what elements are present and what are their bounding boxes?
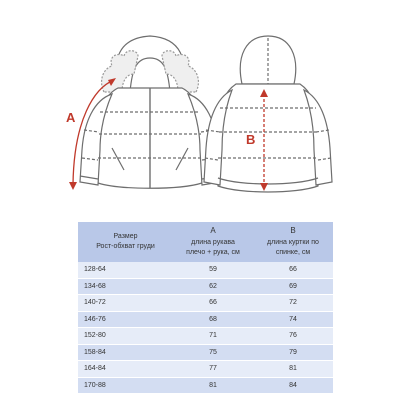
back-length-cell: 81 (253, 361, 333, 378)
table-row (78, 377, 333, 394)
size-cell: 146-76 (78, 311, 173, 328)
back-body (218, 84, 318, 192)
sleeve-length-cell: 75 (173, 344, 253, 361)
back-length-cell: 79 (253, 344, 333, 361)
header-col-b (253, 222, 333, 262)
header-col-a-line1: длина рукава (191, 239, 235, 246)
sleeve-length-cell: 66 (173, 295, 253, 312)
header-size-line2: Рост-обхват груди (96, 243, 155, 250)
back-length-cell: 74 (253, 311, 333, 328)
table-row (78, 344, 333, 361)
jacket-back-view (204, 36, 332, 192)
header-col-b-line1: длина куртки по (267, 239, 319, 246)
back-length-cell: 84 (253, 377, 333, 394)
sleeve-length-cell: 77 (173, 361, 253, 378)
measure-b-letter: B (246, 132, 256, 147)
header-size-line1: Размер (113, 233, 138, 240)
back-length-cell: 66 (253, 262, 333, 278)
header-col-a-letter: A (210, 226, 216, 235)
size-cell: 128-64 (78, 262, 173, 278)
sleeve-length-cell: 68 (173, 311, 253, 328)
table-row (78, 361, 333, 378)
sleeve-length-cell: 59 (173, 262, 253, 278)
table-row (78, 328, 333, 345)
header-col-a (173, 222, 253, 262)
sleeve-length-cell: 71 (173, 328, 253, 345)
back-length-cell: 69 (253, 278, 333, 295)
table-row (78, 278, 333, 295)
measure-a-arrow-bottom (69, 182, 77, 190)
size-cell: 170-88 (78, 377, 173, 394)
measure-a-letter: A (66, 110, 76, 125)
size-table-header (78, 222, 333, 262)
size-cell: 134-68 (78, 278, 173, 295)
back-length-cell: 72 (253, 295, 333, 312)
size-cell: 158-84 (78, 344, 173, 361)
back-length-cell: 76 (253, 328, 333, 345)
jacket-front-view (80, 36, 220, 188)
header-size (78, 222, 173, 262)
size-cell: 140-72 (78, 295, 173, 312)
header-col-a-line2: плечо + рука, см (186, 249, 240, 256)
header-col-b-letter: B (290, 226, 296, 235)
table-row (78, 262, 333, 278)
size-cell: 152-80 (78, 328, 173, 345)
sleeve-length-cell: 62 (173, 278, 253, 295)
header-col-b-line2: спинке, см (275, 249, 311, 256)
size-cell: 164-84 (78, 361, 173, 378)
table-row (78, 295, 333, 312)
size-table (78, 222, 333, 394)
table-row (78, 311, 333, 328)
sleeve-length-cell: 81 (173, 377, 253, 394)
